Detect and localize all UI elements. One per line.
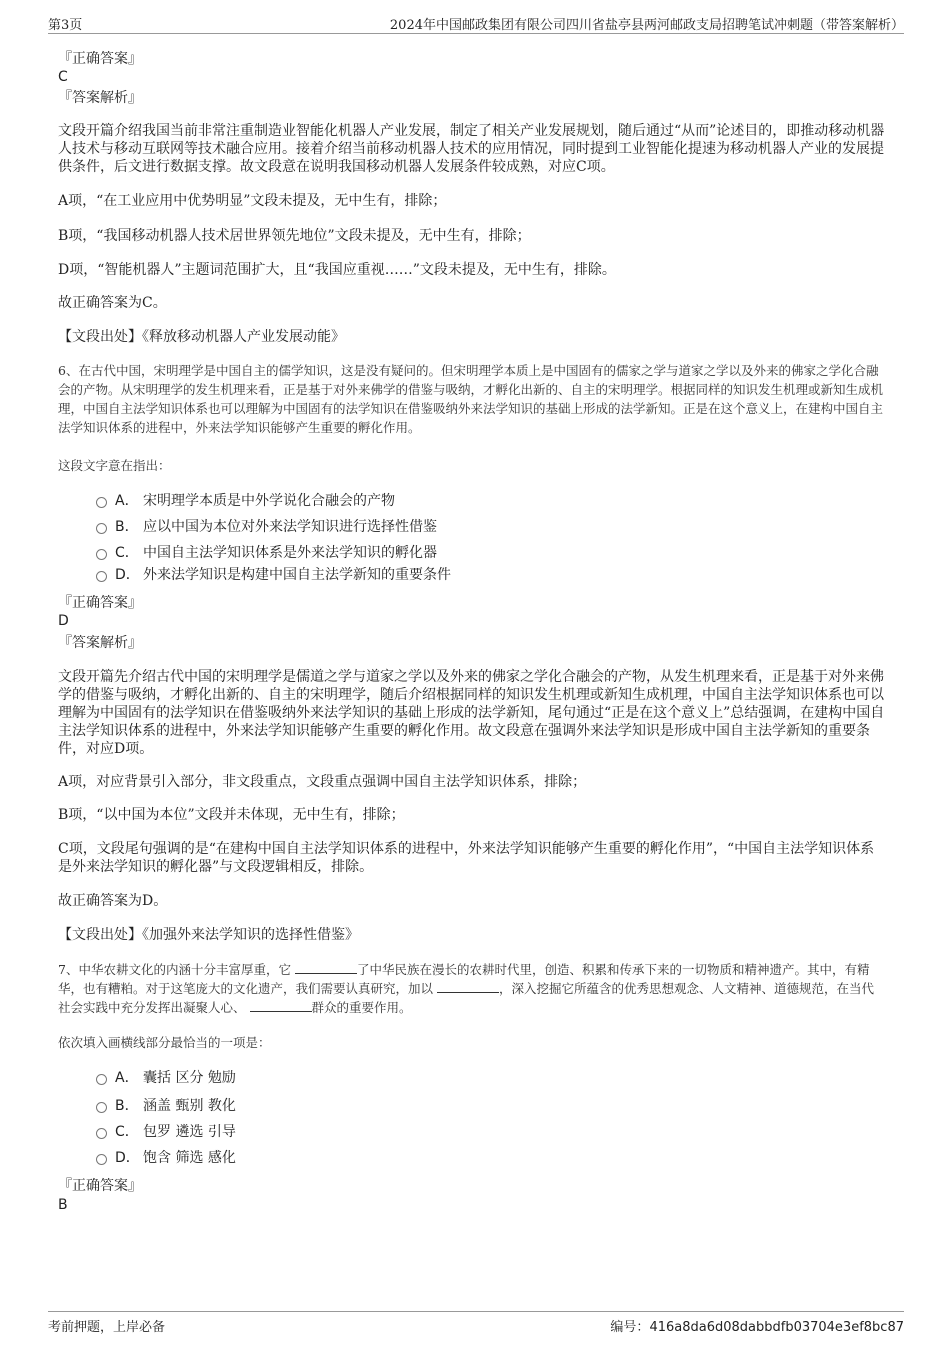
document-code: 编号：416a8da6d08dabbdfb03704e3ef8bc87 (610, 1320, 904, 1335)
q6-analysis: 文段开篇先介绍古代中国的宋明理学是儒道之学与道家之学以及外来的佛家之学化合融会的产物，从发生机理来看，正是基于对外来佛学的借鉴与吸纳，才孵化出新的、自主的宋明理学，随后介绍根据同样的知识发生机理或新知生成机理，中国自主法学知识体系也可以理解为中国固有的法学知识在借鉴吸纳外来法学知识的基础上形成的法学新知，尾句通过“正是在这个意义上”总结强调，在建构中国自主法学知识体系的进程中，外来法学知识能够产生重要的孵化作用。故文段意在强调外来法学知识是形成中国自主法学新知的重要条件，对应D项。 (58, 669, 885, 757)
q6-answer-label: 『正确答案』 (58, 595, 142, 611)
q6-option-c-note: C项，文段尾句强调的是“在建构中国自主法学知识体系的进程中，外来法学知识能够产生重要的孵化作用”，“中国自主法学知识体系是外来法学知识的孵化器”与文段逻辑相反，排除。 (58, 841, 875, 875)
q7-option-d[interactable]: D． 饱含 筛选 感化 (96, 1149, 236, 1167)
q5-option-d-note: D项，“智能机器人”主题词范围扩大，且“我国应重视……”文段未提及，无中生有，排除。 (58, 262, 616, 278)
q7-stem: 7、中华农耕文化的内涵十分丰富厚重，它 了中华民族在漫长的农耕时代里，创造、积累和传承下来的一切物质和精神遗产。其中，有精华，也有糟粕。对于这笔庞大的文化遗产，我们需要认真研究，加以 ，深入挖掘它所蕴含的优秀思想观念、人文精神、道德规范，在当代社会实践中充分发挥出凝聚人心、 群众的重要作用。 (58, 962, 875, 1015)
q5-analysis: 文段开篇介绍我国当前非常注重制造业智能化机器人产业发展，制定了相关产业发展规划，随后通过“从而”论述目的，即推动移动机器人技术与移动互联网等技术融合应用。接着介绍当前移动机器人技术的应用情况，同时提到工业智能化提速为移动机器人产业的发展提供条件，后文进行数据支撑。故文段意在说明我国移动机器人发展条件较成熟，对应C项。 (58, 123, 885, 175)
q6-stem: 6、在古代中国，宋明理学是中国自主的儒学知识，这是没有疑问的。但宋明理学本质上是中国固有的儒家之学与道家之学以及外来的佛家之学化合融会的产物。从宋明理学的发生机理来看，正是基于对外来佛学的借鉴与吸纳，才孵化出新的、自主的宋明理学。根据同样的知识发生机理或新知生成机理，中国自主法学知识体系也可以理解为中国固有的法学知识在借鉴吸纳外来法学知识的基础上形成的法学新知。正是在这个意义上，在建构中国自主法学知识体系的进程中，外来法学知识能够产生重要的孵化作用。 (58, 363, 884, 435)
q7-answer-label: 『正确答案』 (58, 1178, 142, 1194)
radio-icon[interactable] (96, 523, 107, 534)
q6-option-a[interactable]: A． 宋明理学本质是中外学说化合融会的产物 (96, 492, 395, 510)
radio-icon[interactable] (96, 571, 107, 582)
q6-option-b[interactable]: B． 应以中国为本位对外来法学知识进行选择性借鉴 (96, 518, 437, 536)
q6-option-a-note: A项，对应背景引入部分，非文段重点，文段重点强调中国自主法学知识体系，排除； (58, 774, 587, 790)
q6-answer: D (58, 613, 69, 629)
page-header (48, 14, 904, 34)
fill-blank-1[interactable] (295, 961, 357, 974)
q6-source: 【文段出处】《加强外来法学知识的选择性借鉴》 (58, 927, 359, 943)
radio-icon[interactable] (96, 1074, 107, 1085)
q5-answer: C (58, 69, 68, 85)
radio-icon[interactable] (96, 497, 107, 508)
q5-analysis-label: 『答案解析』 (58, 90, 142, 106)
q6-conclusion: 故正确答案为D。 (58, 893, 168, 909)
footer-slogan: 考前押题，上岸必备 (48, 1320, 166, 1335)
q7-answer: B (58, 1197, 68, 1213)
q7-option-a[interactable]: A． 囊括 区分 勉励 (96, 1069, 236, 1087)
q7-question: 依次填入画横线部分最恰当的一项是： (58, 1035, 271, 1050)
q6-question: 这段文字意在指出： (58, 458, 171, 473)
q6-option-d[interactable]: D． 外来法学知识是构建中国自主法学新知的重要条件 (96, 566, 451, 584)
page-number: 第3页 (48, 18, 83, 33)
q7-option-c[interactable]: C． 包罗 遴选 引导 (96, 1123, 236, 1141)
fill-blank-3[interactable] (250, 999, 312, 1012)
q6-option-c[interactable]: C． 中国自主法学知识体系是外来法学知识的孵化器 (96, 544, 437, 562)
q6-analysis-label: 『答案解析』 (58, 635, 142, 651)
page-footer (48, 1311, 904, 1334)
q5-answer-label: 『正确答案』 (58, 51, 142, 67)
radio-icon[interactable] (96, 549, 107, 560)
radio-icon[interactable] (96, 1128, 107, 1139)
q6-option-b-note: B项，“以中国为本位”文段并未体现，无中生有，排除； (58, 807, 405, 823)
q7-option-b[interactable]: B． 涵盖 甄别 教化 (96, 1097, 236, 1115)
q5-option-b-note: B项，“我国移动机器人技术居世界领先地位”文段未提及，无中生有，排除； (58, 228, 531, 244)
q5-conclusion: 故正确答案为C。 (58, 295, 167, 311)
radio-icon[interactable] (96, 1154, 107, 1165)
document-title: 2024年中国邮政集团有限公司四川省盐亭县两河邮政支局招聘笔试冲刺题（带答案解析） (389, 18, 904, 33)
fill-blank-2[interactable] (437, 980, 499, 993)
q5-option-a-note: A项，“在工业应用中优势明显”文段未提及，无中生有，排除； (58, 193, 447, 209)
q5-source: 【文段出处】《释放移动机器人产业发展动能》 (58, 329, 345, 345)
radio-icon[interactable] (96, 1102, 107, 1113)
